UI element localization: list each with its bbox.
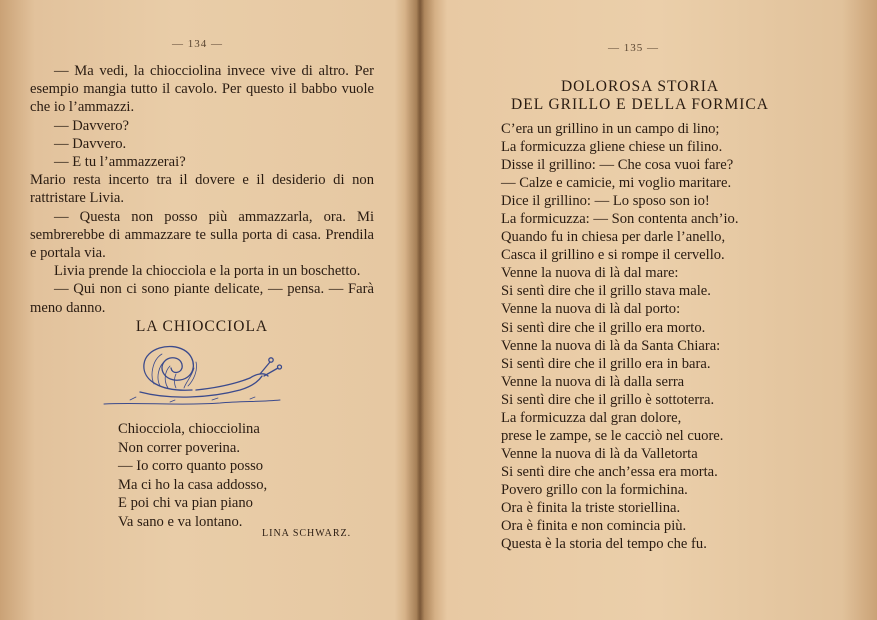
verse-line: La formicuzza dal gran dolore, <box>501 409 682 426</box>
prose-paragraph: Livia prende la chiocciola e la porta in un boschetto. <box>54 263 361 280</box>
prose-paragraph: — Questa non posso più ammazzarla, ora. Mi sembrerebbe di ammazzare te sulla porta di casa. Prendila e portala via. <box>30 208 374 262</box>
story-title-line-2: DEL GRILLO E DELLA FORMICA <box>511 96 769 113</box>
verse-line: Disse il grillino: — Che cosa vuoi fare? <box>501 157 734 174</box>
verse-line: Si sentì dire che il grillo è sottoterra. <box>501 391 715 408</box>
snail-illustration <box>100 340 285 415</box>
verse-line: Venne la nuova di là dal porto: <box>501 301 681 318</box>
left-page-number: — 134 — <box>172 38 223 50</box>
prose-paragraph: — Davvero. <box>54 135 127 152</box>
prose-paragraph: — Qui non ci sono piante delicate, — pensa. — Farà meno danno. <box>30 281 374 316</box>
verse-line: Ora è finita e non comincia più. <box>501 518 687 535</box>
verse-line: Dice il grillino: — Lo sposo son io! <box>501 193 710 210</box>
poem-line: — Io corro quanto posso <box>118 458 264 475</box>
poem-title: LA CHIOCCIOLA <box>135 318 269 335</box>
story-verses <box>501 120 738 553</box>
story-title <box>490 78 790 114</box>
poem-line: Ma ci ho la casa addosso, <box>118 476 268 493</box>
story-title-line-1: DOLOROSA STORIA <box>560 78 720 95</box>
poem-line: E poi chi va pian piano <box>118 495 253 512</box>
poem <box>118 420 267 532</box>
verse-line: Questa è la storia del tempo che fu. <box>501 536 707 553</box>
verse-line: La formicuzza gliene chiese un filino. <box>501 139 723 156</box>
left-page <box>0 0 420 620</box>
verse-line: Casca il grillino e si rompe il cervello. <box>501 247 725 264</box>
verse-line: Quando fu in chiesa per darle l’anello, <box>501 229 726 246</box>
verse-line: Venne la nuova di là da Santa Chiara: <box>501 337 721 354</box>
poem-line: Non correr poverina. <box>118 439 240 456</box>
verse-line: Ora è finita la triste storiellina. <box>501 499 681 516</box>
left-prose <box>30 62 374 317</box>
poem-line: Va sano e va lontano. <box>118 513 243 530</box>
prose-paragraph: — Ma vedi, la chiocciolina invece vive di altro. Per esempio mangia tutto il cavolo. Per questo il babbo vuole che io l’ammazzi. <box>30 63 374 116</box>
prose-paragraph: — E tu l’ammazzerai? <box>54 154 186 171</box>
verse-line: Si sentì dire che anch’essa era morta. <box>501 463 718 480</box>
verse-line: La formicuzza: — Son contenta anch’io. <box>501 211 739 228</box>
verse-line: Si sentì dire che il grillo era morto. <box>501 319 706 336</box>
verse-line: Si sentì dire che il grillo stava male. <box>501 283 711 300</box>
prose-paragraph: Mario resta incerto tra il dovere e il desiderio di non rattristare Livia. <box>30 172 374 207</box>
verse-line: — Calze e camicie, mi voglio maritare. <box>501 175 732 192</box>
verse-line: Si sentì dire che il grillo era in bara. <box>501 355 711 372</box>
verse-line: Povero grillo con la formichina. <box>501 481 688 498</box>
right-page <box>420 0 877 620</box>
poem-author: LINA SCHWARZ. <box>262 528 352 539</box>
verse-line: prese le zampe, se le cacciò nel cuore. <box>501 427 724 444</box>
poem-line: Chiocciola, chiocciolina <box>118 421 260 437</box>
verse-line: Venne la nuova di là dal mare: <box>501 265 679 282</box>
right-page-number: — 135 — <box>608 42 659 54</box>
verse-line: Venne la nuova di là da Valletorta <box>501 445 698 462</box>
verse-line: Venne la nuova di là dalla serra <box>501 373 685 390</box>
prose-paragraph: — Davvero? <box>54 117 129 134</box>
verse-line: C’era un grillino in un campo di lino; <box>501 121 720 137</box>
